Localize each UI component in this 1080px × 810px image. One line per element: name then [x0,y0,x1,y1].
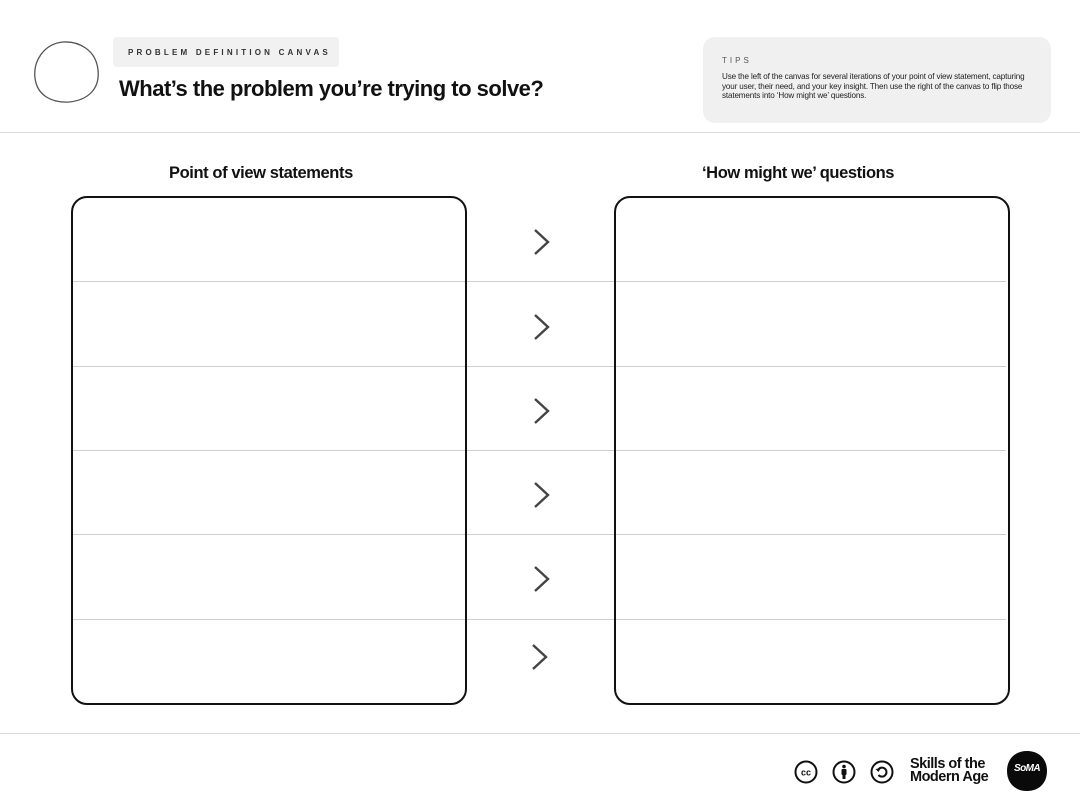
hmw-question-cell-3[interactable] [616,368,1008,451]
pov-statement-cell-4[interactable] [73,452,465,535]
canvas-type-badge [113,37,339,67]
header-divider [0,132,1080,133]
sketch-circle-icon [33,40,101,104]
hmw-question-cell-6[interactable] [616,621,1008,703]
right-column-heading: ‘How might we’ questions [702,164,895,182]
chevron-right-icon [533,565,551,593]
point-of-view-box [71,196,467,705]
brand-name [910,758,988,784]
brand-line-1: Skills of the [910,756,985,772]
hmw-question-cell-5[interactable] [616,536,1008,620]
tips-body: Use the left of the canvas for several iterations of your point of view statement, capturing your user, their need, and your key insight. Then use the right of the canvas to flip those statements into ‘How might we’ questions. [722,72,1025,101]
creative-commons-icon [794,760,818,784]
chevron-right-icon [533,228,551,256]
svg-text:cc: cc [800,767,812,778]
hmw-question-cell-2[interactable] [616,283,1008,367]
tips-label: TIPS [722,56,752,65]
pov-statement-cell-6[interactable] [73,621,465,703]
pov-statement-cell-5[interactable] [73,536,465,620]
chevron-right-icon [533,481,551,509]
brand-line-2: Modern Age [910,769,989,785]
pov-statement-cell-1[interactable] [73,198,465,282]
hmw-question-cell-4[interactable] [616,452,1008,535]
left-column-heading: Point of view statements [169,164,353,182]
pov-statement-cell-3[interactable] [73,368,465,451]
hmw-question-cell-1[interactable] [616,198,1008,282]
chevron-right-icon [531,643,549,671]
chevron-right-icon [533,313,551,341]
footer-divider [0,733,1080,734]
attribution-icon [832,760,856,784]
tips-panel [703,37,1051,123]
page-title: What’s the problem you’re trying to solve? [119,76,544,101]
chevron-right-icon [533,397,551,425]
share-alike-icon [870,760,894,784]
logo-text: SoMA [1014,763,1040,774]
badge-label: PROBLEM DEFINITION CANVAS [128,47,331,57]
pov-statement-cell-2[interactable] [73,283,465,367]
how-might-we-box [614,196,1010,705]
soma-logo [1006,750,1048,792]
